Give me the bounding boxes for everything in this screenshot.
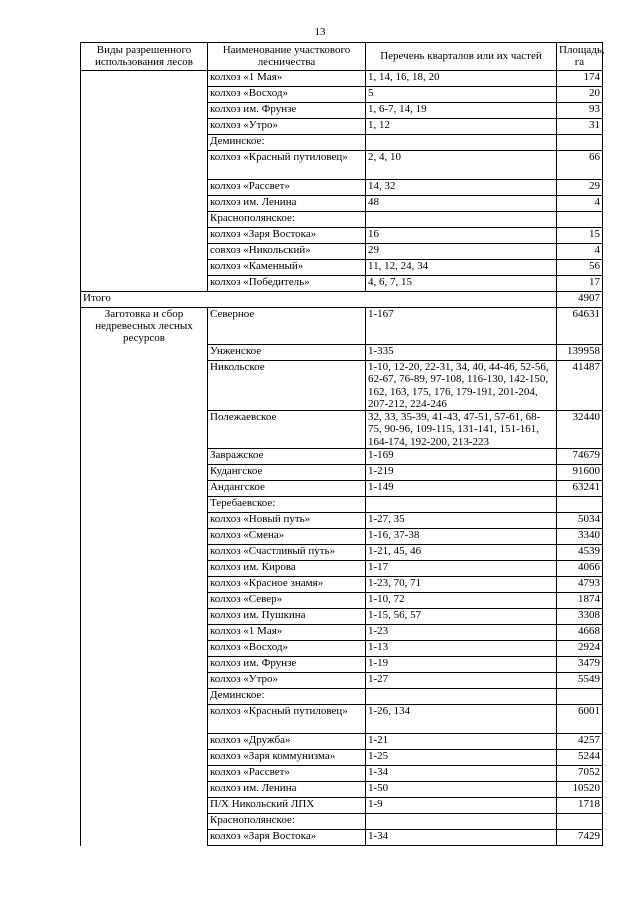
table-row [81,830,603,846]
table-row [81,734,603,750]
area-cell: 3340 [557,529,603,545]
quarters-cell: 1-17 [366,561,557,577]
forestry-name-cell: Деминское: [208,134,366,150]
area-cell: 20 [557,86,603,102]
forestry-name-cell: Деминское: [208,689,366,705]
total-label: Итого [81,291,557,307]
forestry-name-cell: Полежаевское [208,411,366,449]
use-type-cell [81,705,208,734]
use-type-cell [81,561,208,577]
forestry-name-cell: Андангское [208,481,366,497]
area-cell: 6001 [557,705,603,734]
area-cell: 1718 [557,798,603,814]
area-cell: 2924 [557,641,603,657]
area-cell [557,134,603,150]
table-row [81,102,603,118]
forestry-name-cell: колхоз им. Ленина [208,195,366,211]
area-cell: 17 [557,275,603,291]
quarters-cell: 1-25 [366,750,557,766]
area-cell: 4793 [557,577,603,593]
quarters-cell: 1-169 [366,449,557,465]
quarters-cell: 1-26, 134 [366,705,557,734]
quarters-cell: 5 [366,86,557,102]
table-row [81,545,603,561]
table-row [81,814,603,830]
quarters-cell: 1-21 [366,734,557,750]
forestry-name-cell: колхоз «1 Мая» [208,625,366,641]
quarters-cell: 1, 6-7, 14, 19 [366,102,557,118]
quarters-cell: 29 [366,243,557,259]
forestry-name-cell: колхоз «1 Мая» [208,70,366,86]
use-type-cell [81,625,208,641]
quarters-cell: 1-23, 70, 71 [366,577,557,593]
area-cell: 4668 [557,625,603,641]
area-cell: 4 [557,243,603,259]
quarters-cell: 16 [366,227,557,243]
use-type-cell [81,593,208,609]
table-row [81,465,603,481]
area-cell: 4 [557,195,603,211]
table-row [81,766,603,782]
table-row [81,657,603,673]
quarters-cell: 1-335 [366,344,557,360]
quarters-cell: 2, 4, 10 [366,150,557,179]
forestry-name-cell: колхоз «Дружба» [208,734,366,750]
forest-use-table [80,42,603,846]
area-cell: 5549 [557,673,603,689]
area-cell: 4539 [557,545,603,561]
forestry-name-cell: колхоз «Утро» [208,673,366,689]
quarters-cell: 4, 6, 7, 15 [366,275,557,291]
table-row [81,689,603,705]
area-cell: 56 [557,259,603,275]
table-row [81,195,603,211]
use-type-cell [81,750,208,766]
forestry-name-cell: колхоз «Север» [208,593,366,609]
use-type-cell [81,411,208,449]
forestry-name-cell: колхоз «Заря Востока» [208,227,366,243]
quarters-cell: 1, 14, 16, 18, 20 [366,70,557,86]
forestry-name-cell: колхоз им. Фрунзе [208,657,366,673]
quarters-cell: 11, 12, 24, 34 [366,259,557,275]
table-row [81,227,603,243]
quarters-cell: 1-15, 56, 57 [366,609,557,625]
table-row [81,750,603,766]
forestry-name-cell: колхоз «Красное знамя» [208,577,366,593]
area-cell: 74679 [557,449,603,465]
forestry-name-cell: Северное [208,307,366,344]
use-type-cell [81,179,208,195]
table-row [81,275,603,291]
use-type-cell [81,344,208,360]
area-cell: 63241 [557,481,603,497]
area-cell: 31 [557,118,603,134]
forestry-name-cell: Краснополянское: [208,211,366,227]
area-cell [557,211,603,227]
forestry-name-cell: колхоз «Восход» [208,641,366,657]
header-use-type: Виды разрешенного использования лесов [81,43,208,71]
table-row [81,641,603,657]
area-cell: 4257 [557,734,603,750]
use-type-cell [81,243,208,259]
use-type-cell [81,734,208,750]
forestry-name-cell: колхоз «Заря коммунизма» [208,750,366,766]
forestry-name-cell: колхоз «Счастливый путь» [208,545,366,561]
quarters-cell [366,211,557,227]
table-row [81,307,603,344]
table-row [81,625,603,641]
table-row [81,609,603,625]
forestry-name-cell: колхоз им. Ленина [208,782,366,798]
table-row [81,86,603,102]
header-area: Площадь, га [557,43,603,71]
quarters-cell: 1, 12 [366,118,557,134]
use-type-cell [81,481,208,497]
quarters-cell: 1-13 [366,641,557,657]
use-type-cell: Заготовка и сбор недревесных лесных ресурсов [81,307,208,344]
total-area: 4907 [557,291,603,307]
quarters-cell [366,497,557,513]
use-type-cell [81,497,208,513]
forestry-name-cell: колхоз «Восход» [208,86,366,102]
table-row [81,705,603,734]
forestry-name-cell: Кудангское [208,465,366,481]
use-type-cell [81,830,208,846]
forestry-name-cell: колхоз им. Пушкина [208,609,366,625]
table-row [81,481,603,497]
table-row [81,150,603,179]
forestry-name-cell: колхоз им. Кирова [208,561,366,577]
area-cell: 3308 [557,609,603,625]
use-type-cell [81,86,208,102]
quarters-cell: 14, 32 [366,179,557,195]
use-type-cell [81,102,208,118]
area-cell: 5244 [557,750,603,766]
table-row [81,179,603,195]
use-type-cell [81,275,208,291]
area-cell: 3479 [557,657,603,673]
area-cell: 4066 [557,561,603,577]
quarters-cell: 1-21, 45, 46 [366,545,557,561]
table-row [81,259,603,275]
use-type-cell [81,609,208,625]
use-type-cell [81,449,208,465]
quarters-cell: 1-34 [366,766,557,782]
area-cell: 93 [557,102,603,118]
table-row [81,70,603,86]
page-number: 13 [314,26,326,38]
forestry-name-cell: колхоз «Каменный» [208,259,366,275]
forestry-name-cell: колхоз «Победитель» [208,275,366,291]
quarters-cell: 48 [366,195,557,211]
area-cell: 29 [557,179,603,195]
use-type-cell [81,657,208,673]
area-cell: 174 [557,70,603,86]
table-row [81,529,603,545]
quarters-cell: 1-50 [366,782,557,798]
use-type-cell [81,70,208,86]
use-type-cell [81,360,208,410]
area-cell: 15 [557,227,603,243]
table-row [81,782,603,798]
use-type-cell [81,798,208,814]
header-quarters-list: Перечень кварталов или их частей [366,43,557,71]
area-cell: 10520 [557,782,603,798]
table-row [81,134,603,150]
quarters-cell: 1-10, 12-20, 22-31, 34, 40, 44-46, 52-56, 62-67, 76-89, 97-108, 116-130, 142-150, 162, 163, 175, 176, 179-191, 201-204, 207-212, 224-246 [366,360,557,410]
area-cell: 64631 [557,307,603,344]
use-type-cell [81,689,208,705]
area-cell: 66 [557,150,603,179]
forestry-name-cell: колхоз «Рассвет» [208,766,366,782]
quarters-cell [366,134,557,150]
area-cell [557,497,603,513]
area-cell: 91600 [557,465,603,481]
forestry-name-cell: колхоз «Новый путь» [208,513,366,529]
forestry-name-cell: Теребаевское: [208,497,366,513]
table-row [81,118,603,134]
quarters-cell: 1-34 [366,830,557,846]
quarters-cell: 1-167 [366,307,557,344]
area-cell [557,689,603,705]
use-type-cell [81,150,208,179]
quarters-cell: 32, 33, 35-39, 41-43, 47-51, 57-61, 68-75, 90-96, 109-115, 131-141, 151-161, 164-174, 192-200, 213-223 [366,411,557,449]
area-cell: 7429 [557,830,603,846]
use-type-cell [81,259,208,275]
area-cell: 139958 [557,344,603,360]
table-row [81,673,603,689]
quarters-cell [366,689,557,705]
forestry-name-cell: Завражское [208,449,366,465]
forestry-name-cell: колхоз «Красный путиловец» [208,150,366,179]
table-row [81,593,603,609]
table-row [81,497,603,513]
use-type-cell [81,465,208,481]
use-type-cell [81,195,208,211]
use-type-cell [81,814,208,830]
table-row [81,798,603,814]
table-row [81,243,603,259]
area-cell: 1874 [557,593,603,609]
table-row [81,360,603,410]
forestry-name-cell: колхоз «Утро» [208,118,366,134]
quarters-cell: 1-149 [366,481,557,497]
use-type-cell [81,782,208,798]
area-cell: 41487 [557,360,603,410]
header-forestry-name: Наименование участкового лесничества [208,43,366,71]
forestry-name-cell: колхоз «Заря Востока» [208,830,366,846]
table-row [81,577,603,593]
quarters-cell: 1-219 [366,465,557,481]
use-type-cell [81,673,208,689]
quarters-cell: 1-19 [366,657,557,673]
total-row [81,291,603,307]
table-row [81,513,603,529]
quarters-cell: 1-9 [366,798,557,814]
table-row [81,211,603,227]
forestry-name-cell: колхоз им. Фрунзе [208,102,366,118]
area-cell: 32440 [557,411,603,449]
area-cell: 5034 [557,513,603,529]
forestry-name-cell: колхоз «Красный путиловец» [208,705,366,734]
use-type-cell [81,545,208,561]
forestry-name-cell: колхоз «Рассвет» [208,179,366,195]
use-type-cell [81,134,208,150]
use-type-cell [81,641,208,657]
forestry-name-cell: Никольское [208,360,366,410]
area-cell: 7052 [557,766,603,782]
forestry-name-cell: совхоз «Никольский» [208,243,366,259]
table-row [81,344,603,360]
table-row [81,411,603,449]
use-type-cell [81,227,208,243]
quarters-cell: 1-27, 35 [366,513,557,529]
use-type-cell [81,766,208,782]
use-type-cell [81,577,208,593]
use-type-cell [81,513,208,529]
quarters-cell: 1-16, 37-38 [366,529,557,545]
use-type-cell [81,529,208,545]
forestry-name-cell: Унженское [208,344,366,360]
forestry-name-cell: колхоз «Смена» [208,529,366,545]
forestry-name-cell: П/Х Никольский ЛПХ [208,798,366,814]
area-cell [557,814,603,830]
quarters-cell [366,814,557,830]
use-type-cell [81,118,208,134]
table-row [81,449,603,465]
table-row [81,561,603,577]
use-type-cell [81,211,208,227]
quarters-cell: 1-23 [366,625,557,641]
forestry-name-cell: Краснополянское: [208,814,366,830]
quarters-cell: 1-10, 72 [366,593,557,609]
quarters-cell: 1-27 [366,673,557,689]
